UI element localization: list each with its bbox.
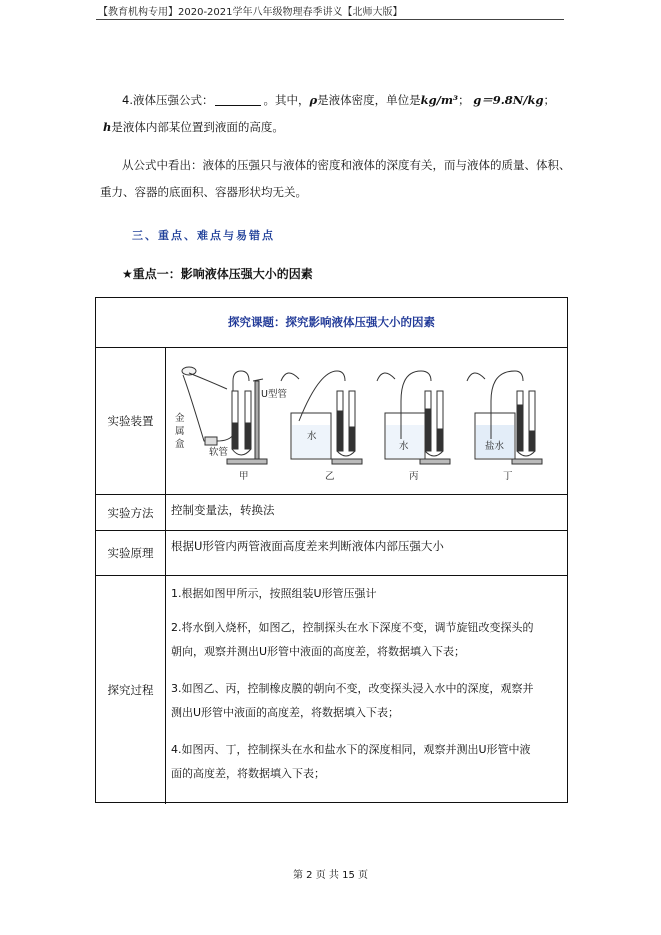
- experiment-table: [95, 297, 568, 803]
- label-shu: 属: [175, 426, 185, 437]
- method-cell: [165, 495, 567, 530]
- apparatus-figure: [169, 351, 569, 491]
- label-yi: 乙: [325, 471, 335, 482]
- topic-row: [96, 298, 567, 347]
- page-header: 【教育机构专用】2020-2021学年八年级物理春季讲义【北师大版】: [98, 7, 403, 18]
- apparatus-cell: [165, 348, 567, 494]
- page-footer: 第 2 页 共 15 页: [293, 870, 368, 881]
- setup-yi: [281, 371, 362, 464]
- method-text: 控制变量法，转换法: [171, 503, 275, 517]
- apparatus-row: [96, 347, 567, 494]
- h-description: 是液体内部某位置到液面的高度。: [111, 120, 284, 134]
- formula-mid: 。其中，: [263, 93, 310, 107]
- label-ding: 丁: [503, 471, 513, 482]
- principle-cell: [165, 531, 567, 575]
- density-unit: kg/m³: [420, 93, 459, 107]
- g-expression: g＝9.8N/kg: [473, 93, 544, 107]
- setup-bing: [377, 371, 450, 464]
- method-label: 实验方法: [96, 495, 166, 530]
- process-step-4-line-2: 面的高度差，将数据填入下表；: [171, 767, 325, 780]
- process-step-2-line-2: 朝向，观察并测出U形管中液面的高度差，将数据填入下表；: [171, 645, 466, 658]
- process-cell: [165, 576, 567, 804]
- label-jin: 金: [175, 413, 185, 424]
- apparatus-label: 实验装置: [96, 348, 166, 494]
- header-divider: [96, 19, 564, 20]
- process-step-3-line-2: 测出U形管中液面的高度差，将数据填入下表；: [171, 706, 400, 719]
- formula-prefix: 4.液体压强公式：: [122, 93, 214, 107]
- process-step-2-line-1: 2.将水倒入烧杯，如图乙，控制探头在水下深度不变，调节旋钮改变探头的: [171, 621, 534, 634]
- conclusion-line-1: 从公式中看出：液体的压强只与液体的密度和液体的深度有关，而与液体的质量、体积、: [122, 158, 571, 172]
- label-he: 盒: [175, 439, 185, 450]
- rho-description: 是液体密度，单位是: [317, 93, 421, 107]
- conclusion-line-2: 重力、容器的底面积、容器形状均无关。: [100, 185, 307, 199]
- keypoint-title: ★重点一：影响液体压强大小的因素: [122, 267, 313, 281]
- setup-ding: [467, 371, 542, 464]
- section-title: 三、重点、难点与易错点: [132, 229, 275, 242]
- rho-symbol: ρ: [309, 93, 318, 107]
- process-label: 探究过程: [96, 576, 166, 804]
- h-symbol: h: [103, 120, 112, 134]
- method-row: [96, 494, 567, 530]
- principle-row: [96, 530, 567, 575]
- label-salt-water: 盐水: [485, 441, 505, 452]
- principle-text: 根据U形管内两管液面高度差来判断液体内部压强大小: [171, 539, 444, 553]
- label-water-yi: 水: [307, 431, 317, 442]
- topic-cell: 探究课题：探究影响液体压强大小的因素: [228, 315, 435, 329]
- process-step-1: 1.根据如图甲所示，按照组装U形管压强计: [171, 587, 377, 600]
- formula-blank: [215, 93, 261, 106]
- formula-line-2: [103, 119, 284, 135]
- label-u-tube: U型管: [261, 389, 287, 400]
- formula-line-1: [122, 92, 555, 108]
- process-step-3-line-1: 3.如图乙、丙，控制橡皮膜的朝向不变，改变探头浸入水中的深度，观察并: [171, 682, 534, 695]
- formula-end: ；: [543, 93, 555, 107]
- formula-separator: ；: [458, 93, 470, 107]
- process-row: [96, 575, 567, 804]
- label-soft-tube: 软管: [209, 447, 229, 458]
- principle-label: 实验原理: [96, 531, 166, 575]
- label-bing: 丙: [409, 471, 419, 482]
- label-water-bing: 水: [399, 441, 409, 452]
- label-jia: 甲: [239, 471, 249, 482]
- process-step-4-line-1: 4.如图丙、丁，控制探头在水和盐水下的深度相同，观察并测出U形管中液: [171, 743, 531, 756]
